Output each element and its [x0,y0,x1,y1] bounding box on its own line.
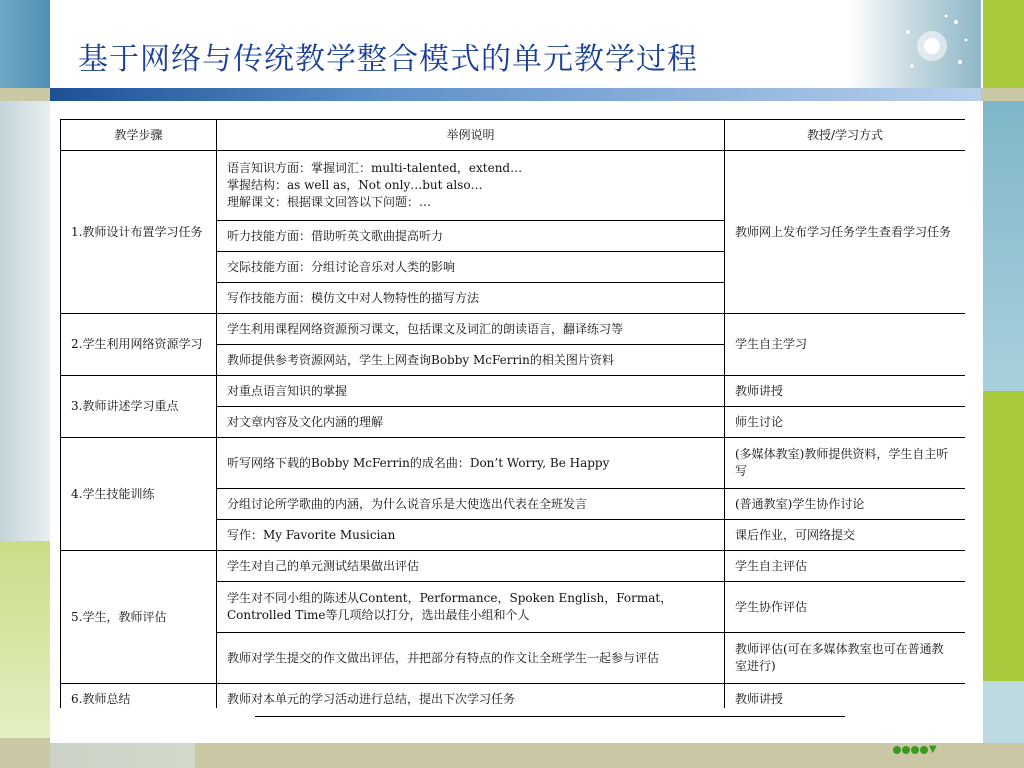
header-step: 教学步骤 [61,120,217,151]
right-strip-olive [981,88,1024,101]
example-cell: 交际技能方面：分组讨论音乐对人类的影响 [217,252,725,283]
example-cell: 教师对学生提交的作文做出评估，并把部分有特点的作文让全班学生一起参与评估 [217,633,725,684]
nav-dot-icon[interactable] [911,746,919,754]
table-row [61,376,966,407]
example-line: 语言知识方面：掌握词汇：multi-talented，extend… [227,161,523,175]
nav-dot-icon[interactable] [902,746,910,754]
table-row [61,438,966,489]
header-divider-band [50,88,981,101]
example-line: 掌握结构：as well as，Not only…but also… [227,178,483,192]
nav-dot-icon[interactable] [920,746,928,754]
example-cell: 学生对不同小组的陈述从Content，Performance，Spoken English，Format，Controlled Time等几项给以打分，选出最佳小组和个人 [217,582,725,633]
top-left-stripe [0,0,50,88]
method-cell: 学生协作评估 [725,582,966,633]
nav-chevron-down-icon[interactable]: ▼ [929,744,937,755]
example-cell: 写作：My Favorite Musician [217,520,725,551]
teaching-process-table-wrapper [60,119,965,708]
table-header-row [61,120,966,151]
left-side-lime-block [0,541,50,738]
example-cell: 教师提供参考资源网站，学生上网查询Bobby McFerrin的相关图片资料 [217,345,725,376]
slide-title: 基于网络与传统教学整合模式的单元教学过程 [78,42,698,77]
method-cell: (多媒体教室)教师提供资料，学生自主听写 [725,438,966,489]
table-row [61,314,966,345]
example-cell: 写作技能方面：模仿文中对人物特性的描写方法 [217,283,725,314]
method-cell: (普通教室)学生协作讨论 [725,489,966,520]
example-cell: 分组讨论所学歌曲的内涵，为什么说音乐是大使选出代表在全班发言 [217,489,725,520]
header-example: 举例说明 [217,120,725,151]
right-side-green-block [983,391,1024,681]
header-method: 教授/学习方式 [725,120,966,151]
right-side-teal-block [983,101,1024,391]
method-cell: 学生自主学习 [725,314,966,376]
bottom-rule [255,716,845,717]
example-cell: 对重点语言知识的掌握 [217,376,725,407]
teaching-process-table [60,119,965,708]
step-cell: 2.学生利用网络资源学习 [61,314,217,376]
table-row [61,684,966,709]
method-cell: 学生自主评估 [725,551,966,582]
example-cell: 听写网络下载的Bobby McFerrin的成名曲：Don’t Worry, Be Happy [217,438,725,489]
table-row [61,151,966,221]
right-side-olive-block [983,743,1024,768]
example-line: 理解课文：根据课文回答以下问题：… [227,195,432,209]
method-cell: 教师评估(可在多媒体教室也可在普通教室进行) [725,633,966,684]
method-cell: 教师讲授 [725,684,966,709]
footer-band-right [195,743,983,768]
step-cell: 1.教师设计布置学习任务 [61,151,217,314]
left-side-olive-block [0,738,50,768]
left-side-panel-top [0,101,50,541]
method-cell: 师生讨论 [725,407,966,438]
right-side-teal-block-lower [983,681,1024,743]
top-right-green-block [983,0,1024,88]
example-cell: 学生对自己的单元测试结果做出评估 [217,551,725,582]
method-cell: 教师讲授 [725,376,966,407]
slide-nav-buttons[interactable] [893,746,937,754]
example-cell: 听力技能方面：借助听英文歌曲提高听力 [217,221,725,252]
method-cell: 课后作业，可网络提交 [725,520,966,551]
method-cell: 教师网上发布学习任务学生查看学习任务 [725,151,966,314]
table-row [61,551,966,582]
example-cell: 学生利用课程网络资源预习课文，包括课文及词汇的朗读语言，翻译练习等 [217,314,725,345]
step-cell: 5.学生，教师评估 [61,551,217,684]
sparkle-decoration [898,10,974,76]
example-cell: 教师对本单元的学习活动进行总结，提出下次学习任务 [217,684,725,709]
example-cell: 对文章内容及文化内涵的理解 [217,407,725,438]
nav-dot-icon[interactable] [893,746,901,754]
step-cell: 3.教师讲述学习重点 [61,376,217,438]
example-cell [217,151,725,221]
step-cell: 4.学生技能训练 [61,438,217,551]
step-cell: 6.教师总结 [61,684,217,709]
left-strip-olive [0,88,50,101]
